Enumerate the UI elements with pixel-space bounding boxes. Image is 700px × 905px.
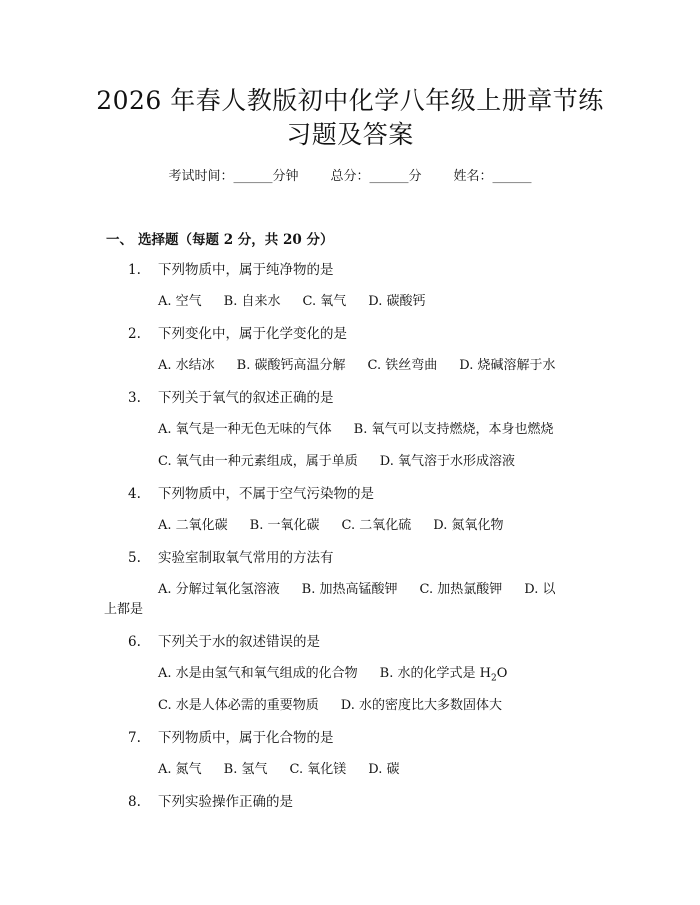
question-2 xyxy=(128,324,347,344)
question-number: 2. xyxy=(128,326,141,342)
option-c: C. 二氧化硫 xyxy=(341,518,412,533)
question-text: 下列物质中，属于化合物的是 xyxy=(158,730,334,746)
option-d: D. 烧碱溶解于水 xyxy=(459,358,556,373)
total-score-label: 总分：______分 xyxy=(330,169,422,184)
option-a: A. 空气 xyxy=(158,294,202,309)
option-b xyxy=(379,666,508,684)
question-number: 7. xyxy=(128,730,141,746)
student-name-label: 姓名：______ xyxy=(453,169,532,184)
option-c: C. 加热氯酸钾 xyxy=(419,582,503,597)
question-5-option-continuation: 上都是 xyxy=(104,602,144,617)
section-title: 选择题（每题 2 分，共 20 分） xyxy=(138,232,334,248)
question-number: 5. xyxy=(128,550,141,566)
question-text: 下列关于水的叙述错误的是 xyxy=(158,634,320,650)
exam-meta xyxy=(0,167,700,187)
question-number: 6. xyxy=(128,634,141,650)
option-c: C. 氧化镁 xyxy=(289,762,347,777)
option-b: B. 氧气可以支持燃烧，本身也燃烧 xyxy=(353,422,554,437)
question-7 xyxy=(128,728,334,748)
option-a: A. 水是由氢气和氧气组成的化合物 xyxy=(158,666,358,681)
question-6-options-row-1 xyxy=(158,664,507,689)
option-b: B. 一氧化碳 xyxy=(249,518,320,533)
option-a: A. 二氧化碳 xyxy=(158,518,228,533)
formula-tail: O xyxy=(496,666,508,681)
option-d: D. 碳酸钙 xyxy=(368,294,426,309)
question-text: 下列物质中，属于纯净物的是 xyxy=(158,262,334,278)
formula-subscript: 2 xyxy=(490,673,497,684)
question-4-options xyxy=(158,516,503,536)
option-c: C. 水是人体必需的重要物质 xyxy=(158,698,319,713)
section-heading xyxy=(106,230,333,250)
option-c: C. 氧气 xyxy=(302,294,347,309)
option-a: A. 分解过氧化氢溶液 xyxy=(158,582,280,597)
option-a: A. 氮气 xyxy=(158,762,202,777)
question-6 xyxy=(128,632,320,652)
question-number: 4. xyxy=(128,486,141,502)
question-text: 实验室制取氧气常用的方法有 xyxy=(158,550,334,566)
question-7-options xyxy=(158,760,399,780)
option-d: D. 碳 xyxy=(368,762,400,777)
section-number: 一、 xyxy=(106,232,133,248)
question-2-options xyxy=(158,356,555,376)
question-3-options-row-2 xyxy=(158,452,515,472)
question-8 xyxy=(128,792,293,812)
question-number: 3. xyxy=(128,390,141,406)
option-b: B. 碳酸钙高温分解 xyxy=(236,358,346,373)
document-title-line-2: 习题及答案 xyxy=(286,120,414,149)
option-d: D. 氮氧化物 xyxy=(433,518,504,533)
question-3-options-row-1 xyxy=(158,420,553,440)
question-5 xyxy=(128,548,334,568)
question-text: 下列物质中，不属于空气污染物的是 xyxy=(158,486,374,502)
option-a: A. 水结冰 xyxy=(158,358,215,373)
option-a: A. 氧气是一种无色无味的气体 xyxy=(158,422,332,437)
exam-time-label: 考试时间：______分钟 xyxy=(168,169,299,184)
option-d: D. 以 xyxy=(524,582,556,597)
question-5-options xyxy=(158,580,555,600)
document-title-line-1: 2026 年春人教版初中化学八年级上册章节练 xyxy=(96,86,604,115)
question-text: 下列关于氧气的叙述正确的是 xyxy=(158,390,334,406)
question-number: 8. xyxy=(128,794,141,810)
question-number: 1. xyxy=(128,262,141,278)
question-1-options xyxy=(158,292,425,312)
option-b: B. 自来水 xyxy=(223,294,281,309)
question-1 xyxy=(128,260,334,280)
option-b: B. 氢气 xyxy=(223,762,268,777)
option-c: C. 氧气由一种元素组成，属于单质 xyxy=(158,454,358,469)
option-b: B. 加热高锰酸钾 xyxy=(301,582,398,597)
option-d: D. 氧气溶于水形成溶液 xyxy=(379,454,515,469)
question-3 xyxy=(128,388,334,408)
option-d: D. 水的密度比大多数固体大 xyxy=(340,698,502,713)
question-6-options-row-2 xyxy=(158,696,502,716)
question-text: 下列变化中，属于化学变化的是 xyxy=(158,326,347,342)
option-c: C. 铁丝弯曲 xyxy=(367,358,438,373)
option-b-text: B. 水的化学式是 H xyxy=(379,666,491,681)
question-4 xyxy=(128,484,374,504)
question-text: 下列实验操作正确的是 xyxy=(158,794,293,810)
